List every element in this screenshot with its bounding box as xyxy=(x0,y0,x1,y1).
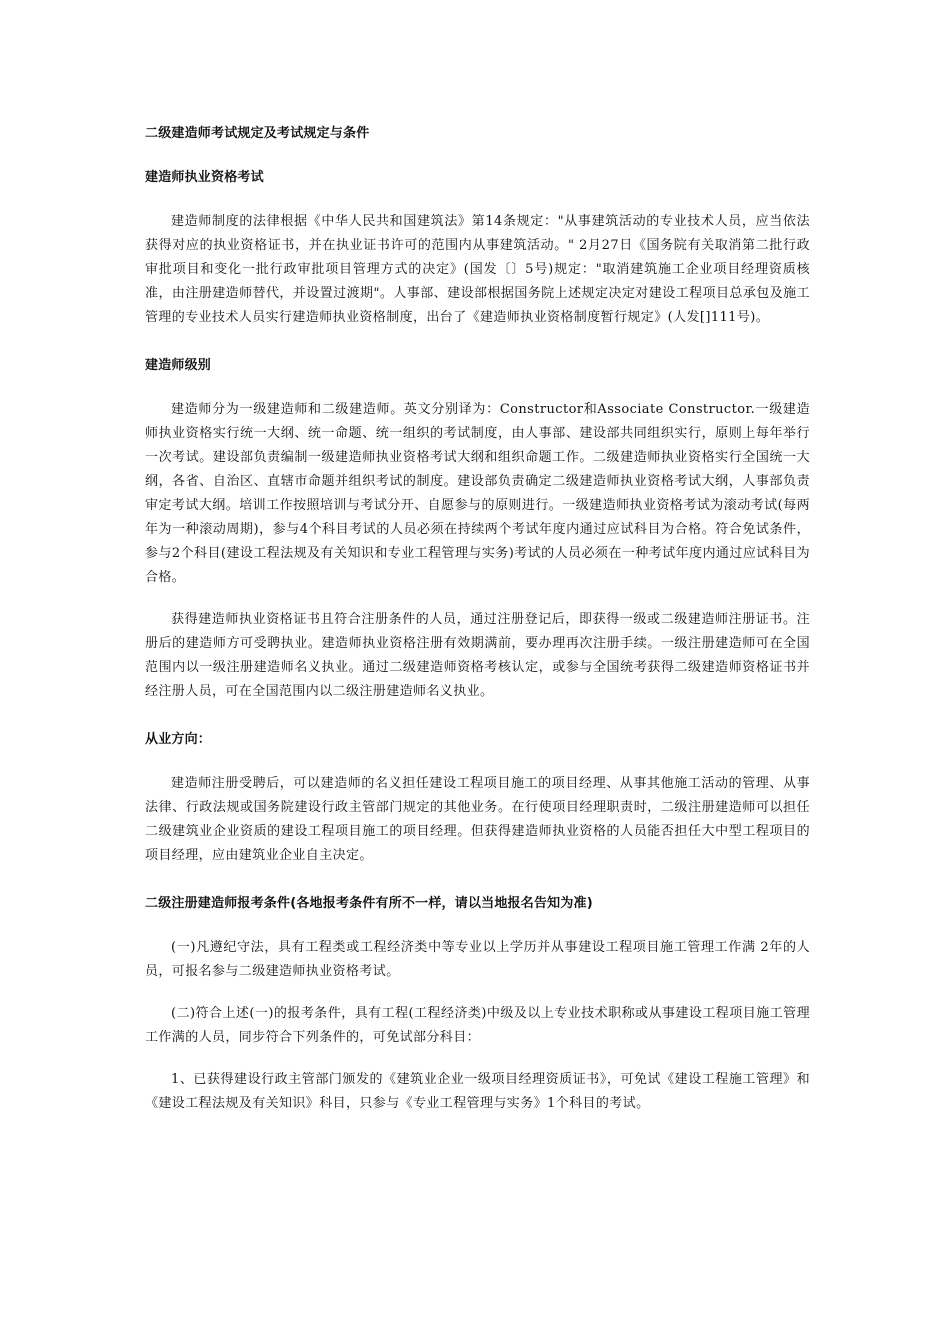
paragraph-requirement-2: (二)符合上述(一)的报考条件，具有工程(工程经济类)中级及以上专业技术职称或从事建设工程项目施工管理工作满的人员，同步符合下列条件的，可免试部分科目： xyxy=(145,1006,810,1045)
paragraph-requirement-3: 1、已获得建设行政主管部门颁发的《建筑业企业一级项目经理资质证书》，可免试《建设工程施工管理》和《建设工程法规及有关知识》科目，只参与《专业工程管理与实务》1个科目的考试。 xyxy=(145,1072,810,1111)
paragraph-requirement-1: (一)凡遵纪守法，具有工程类或工程经济类中等专业以上学历并从事建设工程项目施工管理工作满 2年的人员，可报名参与二级建造师执业资格考试。 xyxy=(145,940,810,979)
section-heading-levels: 建造师级别 xyxy=(145,358,212,373)
paragraph-career: 建造师注册受聘后，可以建造师的名义担任建设工程项目施工的项目经理、从事其他施工活动的管理、从事法律、行政法规或国务院建设行政主管部门规定的其他业务。在行使项目经理职责时，二级注册建造师可以担任二级建筑业企业资质的建设工程项目施工的项目经理。但获得建造师执业资格的人员能否担任大中型工程项目的项目经理，应由建筑业企业自主决定。 xyxy=(145,776,810,863)
section-heading-career: 从业方向： xyxy=(145,732,212,747)
paragraph-legal-basis: 建造师制度的法律根据《中华人民共和国建筑法》第14条规定："从事建筑活动的专业技术人员，应当依法获得对应的执业资格证书，并在执业证书许可的范围内从事建筑活动。" 2月27日《国务院有关取消第二批行政审批项目和变化一批行政审批项目管理方式的决定》(国发〔〕5号)规定："取消建筑施工企业项目经理资质核准，由注册建造师替代，并设置过渡期"。人事部、建设部根据国务院上述规定决定对建设工程项目总承包及施工管理的专业技术人员实行建造师执业资格制度，出台了《建造师执业资格制度暂行规定》(人发[]111号)。 xyxy=(145,214,810,325)
paragraph-registration: 获得建造师执业资格证书且符合注册条件的人员，通过注册登记后，即获得一级或二级建造师注册证书。注册后的建造师方可受聘执业。建造师执业资格注册有效期满前，要办理再次注册手续。一级注册建造师可在全国范围内以一级注册建造师名义执业。通过二级建造师资格考核认定，或参与全国统考获得二级建造师资格证书并经注册人员，可在全国范围内以二级注册建造师名义执业。 xyxy=(145,612,810,699)
section-heading-exam: 建造师执业资格考试 xyxy=(145,170,264,185)
document-body xyxy=(145,124,810,1134)
paragraph-levels: 建造师分为一级建造师和二级建造师。英文分别译为：Constructor和Associate Constructor.一级建造师执业资格实行统一大纲、统一命题、统一组织的考试制度，由人事部、建设部共同组织实行，原则上每年举行一次考试。建设部负责编制一级建造师执业资格考试大纲和组织命题工作。二级建造师执业资格实行全国统一大纲，各省、自治区、直辖市命题并组织考试的制度。建设部负责确定二级建造师执业资格考试大纲，人事部负责审定考试大纲。培训工作按照培训与考试分开、自愿参与的原则进行。一级建造师执业资格考试为滚动考试(每两年为一种滚动周期)，参与4个科目考试的人员必须在持续两个考试年度内通过应试科目为合格。符合免试条件，参与2个科目(建设工程法规及有关知识和专业工程管理与实务)考试的人员必须在一种考试年度内通过应试科目为合格。 xyxy=(145,402,810,585)
document-title: 二级建造师考试规定及考试规定与条件 xyxy=(145,126,370,141)
section-heading-requirements: 二级注册建造师报考条件(各地报考条件有所不一样，请以当地报名告知为准) xyxy=(145,896,593,911)
